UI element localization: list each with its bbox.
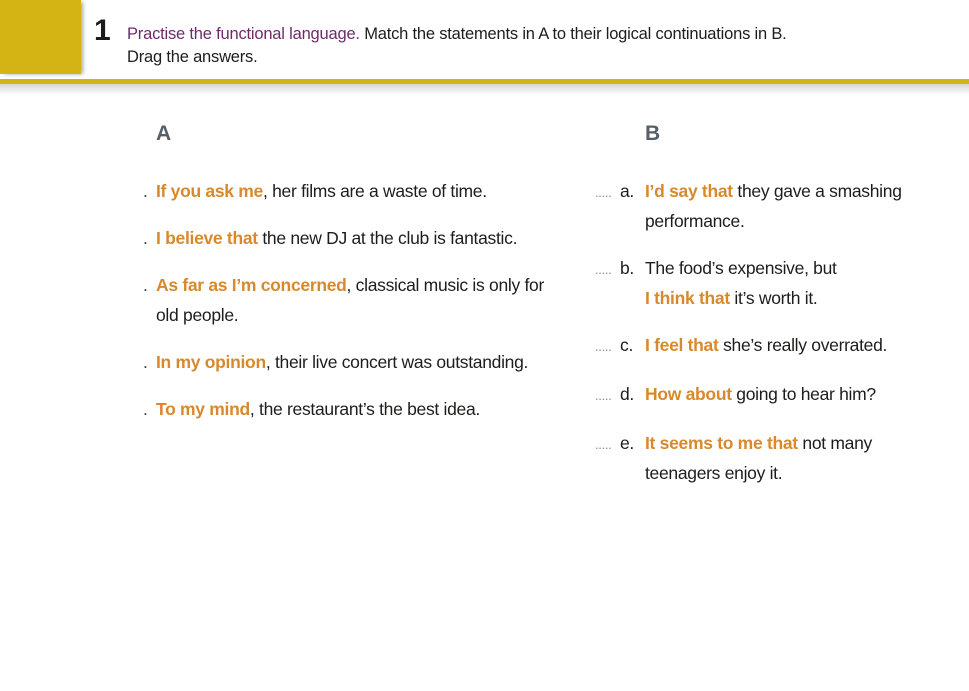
text-line <box>645 206 955 236</box>
answer-item[interactable] <box>595 330 955 362</box>
answer-text: it’s worth it. <box>729 288 818 308</box>
functional-phrase: In my opinion <box>156 352 266 372</box>
statement-text: , their live concert was outstanding. <box>265 352 529 372</box>
text-line <box>645 458 955 488</box>
text-line <box>645 330 955 360</box>
item-text <box>156 176 583 206</box>
instruction-rest: Match the statements in A to their logical continuations in B. <box>359 25 787 43</box>
statement-answer-slot[interactable]: . <box>143 228 148 248</box>
instruction-text <box>127 23 927 69</box>
text-line <box>645 176 955 206</box>
answer-letter: e. <box>620 433 634 453</box>
item-text <box>645 176 955 236</box>
text-line <box>156 300 583 330</box>
exercise-number: 1 <box>94 14 111 47</box>
column-a-title: A <box>156 122 172 145</box>
text-line <box>156 270 583 300</box>
item-text <box>645 428 955 488</box>
answer-letter: a. <box>620 181 634 201</box>
item-text <box>156 347 583 377</box>
item-text <box>156 270 583 330</box>
text-line <box>156 394 583 424</box>
column-b <box>595 121 955 505</box>
answer-text: going to hear him? <box>731 384 876 404</box>
text-line <box>645 253 955 283</box>
text-line <box>156 223 583 253</box>
functional-phrase: I think that <box>645 288 730 308</box>
statement-answer-slot[interactable]: . <box>143 181 148 201</box>
column-a <box>143 121 583 441</box>
answer-text: teenagers enjoy it. <box>645 463 783 483</box>
functional-phrase: It seems to me that <box>645 433 798 453</box>
statement-text: old people. <box>156 305 239 325</box>
statement-answer-slot[interactable]: . <box>143 352 148 372</box>
corner-accent-square <box>0 0 81 74</box>
answer-list <box>595 176 955 488</box>
statement-text: , classical music is only for <box>346 275 545 295</box>
answer-item[interactable] <box>595 176 955 236</box>
item-text <box>645 253 955 313</box>
item-text <box>645 379 955 409</box>
statement-list <box>143 176 583 424</box>
instruction-line-2: Drag the answers. <box>127 48 258 66</box>
answer-blank[interactable]: ..... <box>595 388 612 403</box>
statement-item[interactable] <box>143 347 583 377</box>
text-line <box>645 379 955 409</box>
item-text <box>156 223 583 253</box>
instruction-highlight: Practise the functional language. <box>127 25 360 43</box>
statement-item[interactable] <box>143 223 583 253</box>
answer-text: performance. <box>645 211 745 231</box>
functional-phrase: As far as I’m concerned <box>156 275 347 295</box>
statement-text: , the restaurant’s the best idea. <box>249 399 480 419</box>
statement-item[interactable] <box>143 176 583 206</box>
functional-phrase: To my mind <box>156 399 250 419</box>
functional-phrase: I feel that <box>645 335 719 355</box>
text-line <box>645 428 955 458</box>
answer-blank[interactable]: ..... <box>595 339 612 354</box>
answer-item[interactable] <box>595 428 955 488</box>
statement-text: , her films are a waste of time. <box>262 181 487 201</box>
answer-blank[interactable]: ..... <box>595 262 612 277</box>
functional-phrase: I believe that <box>156 228 258 248</box>
item-text <box>156 394 583 424</box>
statement-answer-slot[interactable]: . <box>143 275 148 295</box>
item-text <box>645 330 955 360</box>
answer-text: they gave a smashing <box>732 181 902 201</box>
answer-letter: d. <box>620 384 634 404</box>
answer-text: she’s really overrated. <box>718 335 888 355</box>
answer-item[interactable] <box>595 379 955 411</box>
answer-item[interactable] <box>595 253 955 313</box>
answer-text: not many <box>797 433 872 453</box>
statement-item[interactable] <box>143 394 583 424</box>
text-line <box>156 347 583 377</box>
statement-answer-slot[interactable]: . <box>143 399 148 419</box>
text-line <box>156 176 583 206</box>
functional-phrase: If you ask me <box>156 181 263 201</box>
answer-letter: c. <box>620 335 634 355</box>
instruction-line-1 <box>127 23 927 46</box>
statement-text: the new DJ at the club is fantastic. <box>257 228 518 248</box>
statement-item[interactable] <box>143 270 583 330</box>
text-line <box>645 283 955 313</box>
divider-rule-shadow <box>0 84 969 95</box>
column-b-title: B <box>645 122 661 145</box>
functional-phrase: How about <box>645 384 732 404</box>
functional-phrase: I’d say that <box>645 181 733 201</box>
answer-letter: b. <box>620 258 634 278</box>
answer-blank[interactable]: ..... <box>595 437 612 452</box>
answer-blank[interactable]: ..... <box>595 185 612 200</box>
answer-text: The food’s expensive, but <box>645 258 837 278</box>
